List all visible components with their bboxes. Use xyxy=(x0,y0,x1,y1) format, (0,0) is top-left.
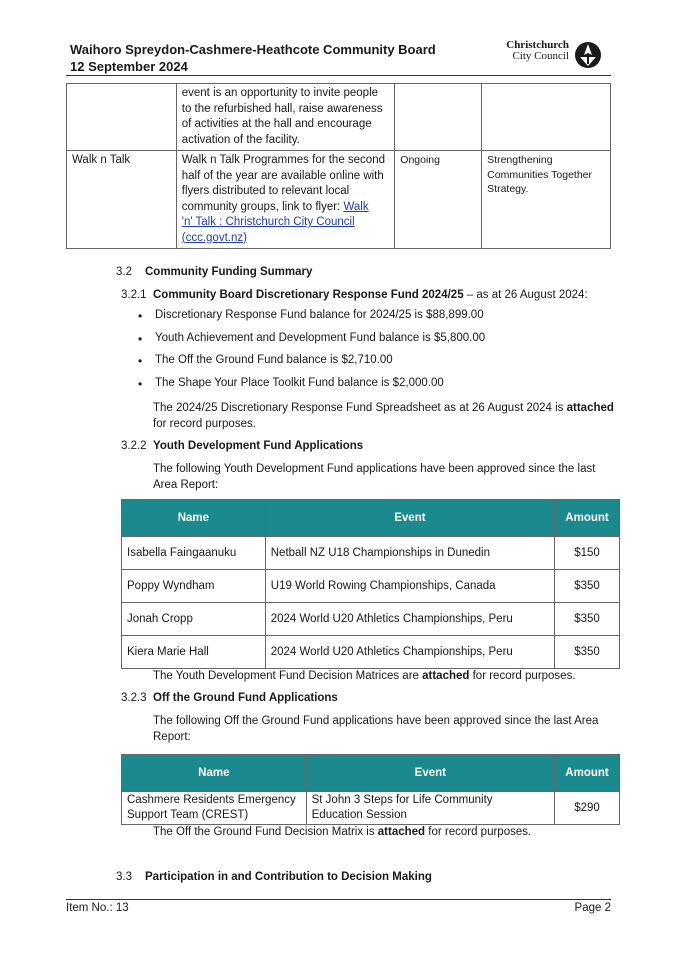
section-3-2-2-heading: 3.2.2 Youth Development Fund Applications xyxy=(121,440,364,452)
column-header-event: Event xyxy=(265,500,554,537)
table-row: Isabella Faingaanuku Netball NZ U18 Championships in Dunedin $150 xyxy=(122,537,620,570)
table-cell xyxy=(395,84,482,151)
row-strategy: Strengthening Communities Together Strategy. xyxy=(482,151,611,249)
table-row: Cashmere Residents Emergency Support Team (CREST) St John 3 Steps for Life Community Education Session $290 xyxy=(122,792,620,825)
walk-n-talk-link-domain[interactable]: (ccc.govt.nz) xyxy=(181,231,247,244)
column-header-amount: Amount xyxy=(555,755,620,792)
table-cell xyxy=(67,84,177,151)
spreadsheet-note: The 2024/25 Discretionary Response Fund Spreadsheet as at 26 August 2024 is attached for record purposes. xyxy=(153,402,614,430)
header-divider xyxy=(66,75,611,76)
table-row xyxy=(67,84,611,151)
table-row: Jonah Cropp 2024 World U20 Athletics Championships, Peru $350 xyxy=(122,603,620,636)
logo-text-line1: Christchurch xyxy=(506,39,569,51)
row-description: Walk n Talk Programmes for the second half of the year are available online with flyers distributed to relevant local community groups, link to flyer: Walk 'n' Talk : Christchurch City Council (ccc.govt.nz) xyxy=(176,151,395,249)
item-number: Item No.: 13 xyxy=(66,902,129,914)
column-header-event: Event xyxy=(306,755,554,792)
column-header-name: Name xyxy=(122,500,266,537)
table-row: Kiera Marie Hall 2024 World U20 Athletics Championships, Peru $350 xyxy=(122,636,620,669)
table-cell xyxy=(482,84,611,151)
section-3-2-1-heading: 3.2.1 Community Board Discretionary Response Fund 2024/25 – as at 26 August 2024: xyxy=(121,289,588,301)
off-ground-intro: The following Off the Ground Fund applications have been approved since the last Area Report: xyxy=(153,715,599,743)
meeting-date: 12 September 2024 xyxy=(70,59,188,74)
board-name: Waihoro Spreydon-Cashmere-Heathcote Community Board xyxy=(70,42,436,57)
column-header-name: Name xyxy=(122,755,307,792)
page-header-title xyxy=(70,41,436,75)
column-header-amount: Amount xyxy=(555,500,620,537)
row-name: Walk n Talk xyxy=(67,151,177,249)
section-3-2-heading: 3.2 Community Funding Summary xyxy=(116,266,313,278)
table-row: Poppy Wyndham U19 World Rowing Championships, Canada $350 xyxy=(122,570,620,603)
table-cell: event is an opportunity to invite people to the refurbished hall, raise awareness of activities at the hall and encourage activation of the facility. xyxy=(176,84,395,151)
off-ground-table xyxy=(121,754,620,825)
page-number: Page 2 xyxy=(574,902,611,914)
section-3-2-3-heading: 3.2.3 Off the Ground Fund Applications xyxy=(121,692,338,704)
walk-n-talk-link-cont[interactable]: 'n' Talk : Christchurch City Council xyxy=(181,216,355,228)
cathedral-icon xyxy=(574,41,602,69)
logo-text-line2: City Council xyxy=(512,50,569,62)
list-item: • Youth Achievement and Development Fund balance is $5,800.00 xyxy=(155,332,485,355)
list-item: • The Shape Your Place Toolkit Fund balance is $2,000.00 xyxy=(155,377,485,400)
table-header-row xyxy=(122,500,620,537)
table-row xyxy=(67,151,611,249)
youth-fund-table xyxy=(121,499,620,669)
youth-fund-note: The Youth Development Fund Decision Matrices are attached for record purposes. xyxy=(153,670,576,682)
list-item: • The Off the Ground Fund balance is $2,710.00 xyxy=(155,354,485,377)
youth-fund-intro: The following Youth Development Fund applications have been approved since the last Area Report: xyxy=(153,463,596,491)
table-header-row xyxy=(122,755,620,792)
council-logo xyxy=(497,40,602,70)
row-status: Ongoing xyxy=(395,151,482,249)
project-table xyxy=(66,83,611,249)
footer-divider xyxy=(66,899,611,900)
walk-n-talk-link[interactable]: Walk xyxy=(343,200,369,213)
fund-balance-list xyxy=(155,309,485,399)
section-3-3-heading: 3.3 Participation in and Contribution to Decision Making xyxy=(116,871,432,883)
off-ground-note: The Off the Ground Fund Decision Matrix is attached for record purposes. xyxy=(153,826,532,838)
list-item: • Discretionary Response Fund balance for 2024/25 is $88,899.00 xyxy=(155,309,485,332)
